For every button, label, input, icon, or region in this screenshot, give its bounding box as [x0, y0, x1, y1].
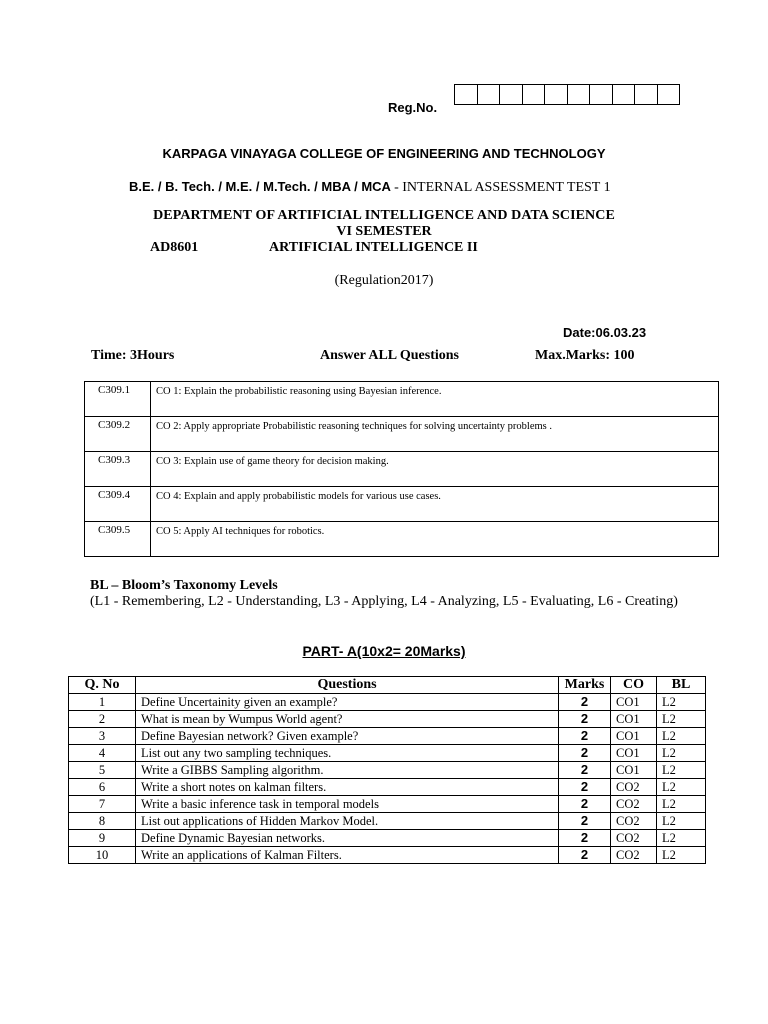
question-bl: L2 [657, 847, 706, 864]
question-number: 9 [69, 830, 136, 847]
question-text: List out applications of Hidden Markov Model. [136, 813, 559, 830]
co-id: C309.3 [85, 452, 151, 487]
max-marks: Max.Marks: 100 [535, 348, 635, 363]
co-description: CO 1: Explain the probabilistic reasoning using Bayesian inference. [151, 382, 719, 417]
reg-no-box[interactable] [523, 85, 546, 104]
question-text: List out any two sampling techniques. [136, 745, 559, 762]
question-number: 8 [69, 813, 136, 830]
instruction: Answer ALL Questions [320, 348, 459, 363]
question-number: 5 [69, 762, 136, 779]
table-row [69, 779, 706, 796]
co-row [85, 382, 719, 417]
reg-no-box[interactable] [568, 85, 591, 104]
question-bl: L2 [657, 796, 706, 813]
co-description: CO 4: Explain and apply probabilistic models for various use cases. [151, 487, 719, 522]
semester: VI SEMESTER [336, 224, 432, 239]
co-row [85, 487, 719, 522]
question-marks: 2 [559, 813, 611, 830]
reg-no-label: Reg.No. [388, 100, 438, 115]
table-row [69, 711, 706, 728]
question-number: 4 [69, 745, 136, 762]
co-description: CO 2: Apply appropriate Probabilistic reasoning techniques for solving uncertainty problems . [151, 417, 719, 452]
question-number: 7 [69, 796, 136, 813]
co-id: C309.4 [85, 487, 151, 522]
question-text: Define Bayesian network? Given example? [136, 728, 559, 745]
reg-no-box[interactable] [590, 85, 613, 104]
question-co: CO1 [611, 762, 657, 779]
question-number: 1 [69, 694, 136, 711]
question-text: Write an applications of Kalman Filters. [136, 847, 559, 864]
column-header: Marks [559, 677, 611, 694]
column-header: CO [611, 677, 657, 694]
question-co: CO1 [611, 745, 657, 762]
course-name: ARTIFICIAL INTELLIGENCE II [269, 240, 478, 255]
column-header: Questions [136, 677, 559, 694]
question-co: CO2 [611, 830, 657, 847]
question-co: CO1 [611, 728, 657, 745]
co-id: C309.2 [85, 417, 151, 452]
question-bl: L2 [657, 779, 706, 796]
reg-no-box[interactable] [635, 85, 658, 104]
table-row [69, 830, 706, 847]
blooms-levels: (L1 - Remembering, L2 - Understanding, L3 - Applying, L4 - Analyzing, L5 - Evaluating, L6 - Creating) [90, 594, 678, 609]
question-bl: L2 [657, 711, 706, 728]
college-name: KARPAGA VINAYAGA COLLEGE OF ENGINEERING AND TECHNOLOGY [162, 146, 606, 161]
co-description: CO 5: Apply AI techniques for robotics. [151, 522, 719, 557]
question-co: CO2 [611, 813, 657, 830]
question-marks: 2 [559, 847, 611, 864]
degree-line [129, 179, 611, 196]
department: DEPARTMENT OF ARTIFICIAL INTELLIGENCE AND DATA SCIENCE [153, 208, 615, 223]
question-bl: L2 [657, 745, 706, 762]
question-marks: 2 [559, 694, 611, 711]
question-co: CO2 [611, 779, 657, 796]
question-text: Write a basic inference task in temporal models [136, 796, 559, 813]
table-row [69, 796, 706, 813]
column-header: BL [657, 677, 706, 694]
table-row [69, 762, 706, 779]
question-marks: 2 [559, 711, 611, 728]
co-row [85, 417, 719, 452]
reg-no-box[interactable] [658, 85, 680, 104]
question-text: Define Dynamic Bayesian networks. [136, 830, 559, 847]
question-bl: L2 [657, 762, 706, 779]
degree-list: B.E. / B. Tech. / M.E. / M.Tech. / MBA / MCA [129, 179, 391, 194]
reg-no-box[interactable] [545, 85, 568, 104]
question-marks: 2 [559, 796, 611, 813]
course-outcomes-table [84, 381, 719, 557]
question-bl: L2 [657, 813, 706, 830]
table-row [69, 694, 706, 711]
co-row [85, 522, 719, 557]
question-marks: 2 [559, 762, 611, 779]
table-row [69, 813, 706, 830]
question-marks: 2 [559, 830, 611, 847]
question-text: Write a GIBBS Sampling algorithm. [136, 762, 559, 779]
reg-no-box[interactable] [500, 85, 523, 104]
question-number: 2 [69, 711, 136, 728]
question-text: What is mean by Wumpus World agent? [136, 711, 559, 728]
co-id: C309.1 [85, 382, 151, 417]
blooms-title: BL – Bloom’s Taxonomy Levels [90, 578, 278, 593]
question-number: 10 [69, 847, 136, 864]
reg-no-box[interactable] [478, 85, 501, 104]
question-marks: 2 [559, 745, 611, 762]
question-text: Define Uncertainity given an example? [136, 694, 559, 711]
reg-no-boxes[interactable] [454, 84, 680, 105]
regulation: (Regulation2017) [334, 273, 434, 288]
question-co: CO2 [611, 847, 657, 864]
column-header: Q. No [69, 677, 136, 694]
question-co: CO1 [611, 711, 657, 728]
question-bl: L2 [657, 694, 706, 711]
part-a-table [68, 676, 706, 864]
question-marks: 2 [559, 779, 611, 796]
question-number: 6 [69, 779, 136, 796]
exam-date: Date:06.03.23 [563, 325, 647, 340]
reg-no-box[interactable] [613, 85, 636, 104]
question-number: 3 [69, 728, 136, 745]
course-code: AD8601 [150, 240, 199, 255]
table-row [69, 728, 706, 745]
table-header-row [69, 677, 706, 694]
exam-time: Time: 3Hours [91, 348, 175, 363]
question-co: CO2 [611, 796, 657, 813]
table-row [69, 847, 706, 864]
co-row [85, 452, 719, 487]
test-name: - INTERNAL ASSESSMENT TEST 1 [394, 180, 611, 195]
co-description: CO 3: Explain use of game theory for decision making. [151, 452, 719, 487]
question-co: CO1 [611, 694, 657, 711]
question-bl: L2 [657, 728, 706, 745]
question-bl: L2 [657, 830, 706, 847]
co-id: C309.5 [85, 522, 151, 557]
question-text: Write a short notes on kalman filters. [136, 779, 559, 796]
table-row [69, 745, 706, 762]
part-a-title: PART- A(10x2= 20Marks) [302, 643, 466, 659]
reg-no-box[interactable] [455, 85, 478, 104]
question-marks: 2 [559, 728, 611, 745]
